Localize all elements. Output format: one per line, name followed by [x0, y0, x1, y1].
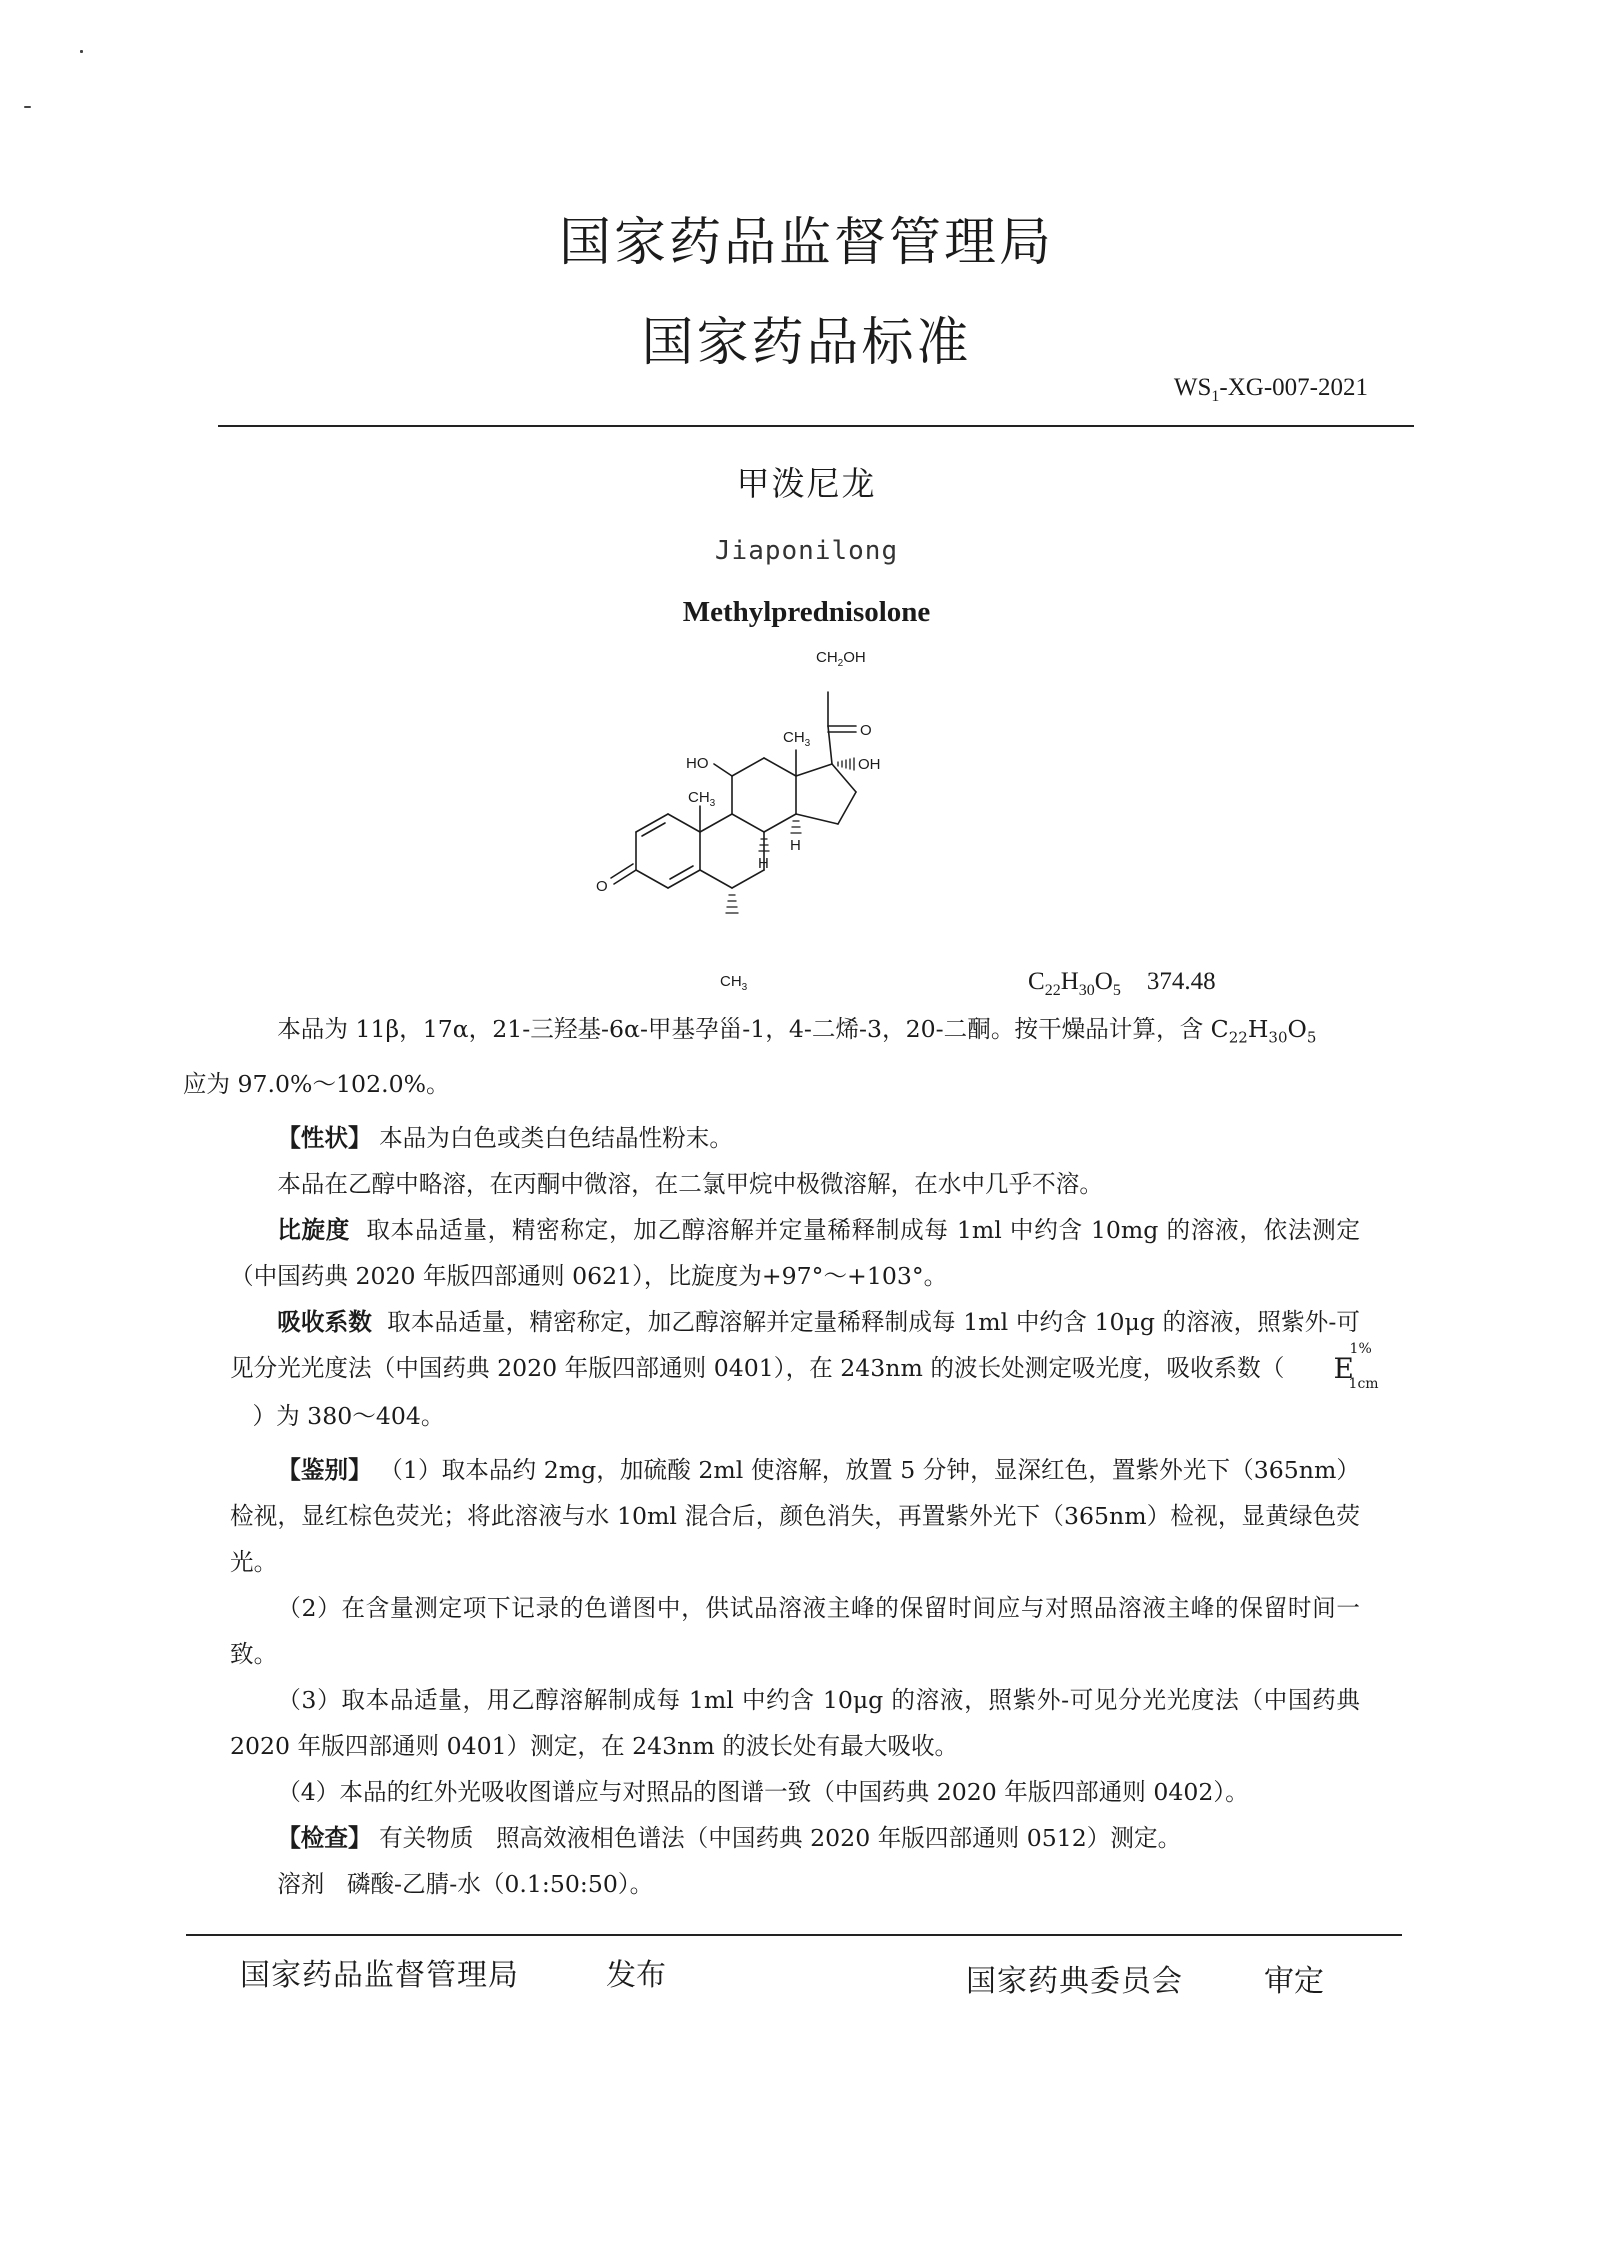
structure-label-ch2oh: $CH_2OH$	[816, 649, 866, 669]
standard-title: 国家药品标准	[641, 313, 972, 373]
structure-label-c17-oh: OH	[858, 756, 881, 773]
agency-title: 国家药品监督管理局	[558, 213, 1054, 273]
specific-rotation-paragraph: 比旋度 取本品适量，精密称定，加乙醇溶解并定量稀释制成每 1ml 中约含 10mg 的溶液，依法测定（中国药典 2020 年版四部通则 0621），比旋度为+97°～+103°。	[230, 1215, 1360, 1290]
molecular-weight: 374.48	[1146, 968, 1216, 995]
structure-label-c6-methyl: $CH_3$	[720, 973, 748, 993]
footer-issuer: 国家药品监督管理局	[240, 1958, 519, 1993]
section-heading-properties: 【性状】	[277, 1123, 372, 1152]
standard-number: $WS_1-XG-007-2021$	[1173, 374, 1368, 405]
scan-speck	[24, 106, 31, 108]
footer-reviewer-action: 审定	[1264, 1964, 1324, 1999]
tests-paragraph: 【检查】 有关物质 照高效液相色谱法（中国药典 2020 年版四部通则 0512）测定。	[277, 1823, 1182, 1852]
footer-reviewer: 国家药典委员会	[966, 1964, 1183, 1999]
footer-issuer-action: 发布	[606, 1958, 666, 1993]
monograph-body	[182, 1006, 1379, 1907]
solvent-paragraph: 溶剂 磷酸-乙腈-水（0.1:50:50）。	[277, 1869, 654, 1898]
header-rule	[218, 425, 1414, 427]
structural-formula	[570, 638, 1030, 998]
identification-item-4: （4）本品的红外光吸收图谱应与对照品的图谱一致（中国药典 2020 年版四部通则 0402）。	[277, 1777, 1249, 1806]
structure-label-c14-h: H	[790, 837, 801, 854]
drug-chinese-name: 甲泼尼龙	[736, 464, 877, 503]
description-paragraph: 本品为 11β，17α，21-三羟基-6α-甲基孕甾-1，4-二烯-3，20-二酮。按干燥品计算，含 $C_{22}H_{30}O_5$ 应为 97.0%～102.0%。	[182, 1015, 1317, 1098]
identification-item-3: （3）取本品适量，用乙醇溶解制成每 1ml 中约含 10μg 的溶液，照紫外-可见分光光度法（中国药典 2020 年版四部通则 0401）测定，在 243nm 的波长处有最大吸收。	[230, 1685, 1360, 1760]
appearance-paragraph: 【性状】 本品为白色或类白色结晶性粉末。	[277, 1123, 733, 1152]
molecular-formula: $C_{22}H_{30}O_5$ 374.48	[1028, 968, 1216, 999]
structure-label-c3-o: O	[596, 878, 608, 895]
structure-label-c18-methyl: $CH_3$	[783, 729, 811, 749]
structure-label-c19-methyl: $CH_3$	[688, 789, 716, 809]
section-heading-identification: 【鉴别】	[277, 1455, 372, 1484]
section-heading-tests: 【检查】	[277, 1823, 372, 1852]
identification-item-2: （2）在含量测定项下记录的色谱图中，供试品溶液主峰的保留时间应与对照品溶液主峰的保留时间一致。	[230, 1593, 1360, 1668]
structure-label-c11-ho: HO	[686, 755, 709, 772]
absorption-coefficient-symbol: E 1% 1cm	[1333, 1340, 1379, 1392]
absorption-paragraph: 吸收系数 取本品适量，精密称定，加乙醇溶解并定量稀释制成每 1ml 中约含 10μg 的溶液，照紫外-可见分光光度法（中国药典 2020 年版四部通则 0401），在 243nm 的波长处测定吸光度，吸收系数（ E 1% 1cm ）为 380～404。	[230, 1307, 1379, 1430]
absorption-heading: 吸收系数	[277, 1307, 372, 1336]
drug-english-name: Methylprednisolone	[682, 596, 931, 628]
scan-speck	[80, 50, 83, 53]
structure-label-carbonyl-o: O	[860, 722, 872, 739]
footer-rule	[186, 1934, 1402, 1936]
drug-pinyin-name: Jiaponilong	[714, 536, 899, 566]
specific-rotation-heading: 比旋度	[277, 1215, 350, 1244]
identification-item-1: 【鉴别】 （1）取本品约 2mg，加硫酸 2ml 使溶解，放置 5 分钟，显深红色，置紫外光下（365nm）检视，显红棕色荧光；将此溶液与水 10ml 混合后，颜色消失，再置紫外光下（365nm）检视，显黄绿色荧光。	[230, 1455, 1360, 1576]
solubility-paragraph: 本品在乙醇中略溶，在丙酮中微溶，在二氯甲烷中极微溶解，在水中几乎不溶。	[277, 1169, 1103, 1198]
structure-label-c9-h: H	[758, 855, 769, 872]
